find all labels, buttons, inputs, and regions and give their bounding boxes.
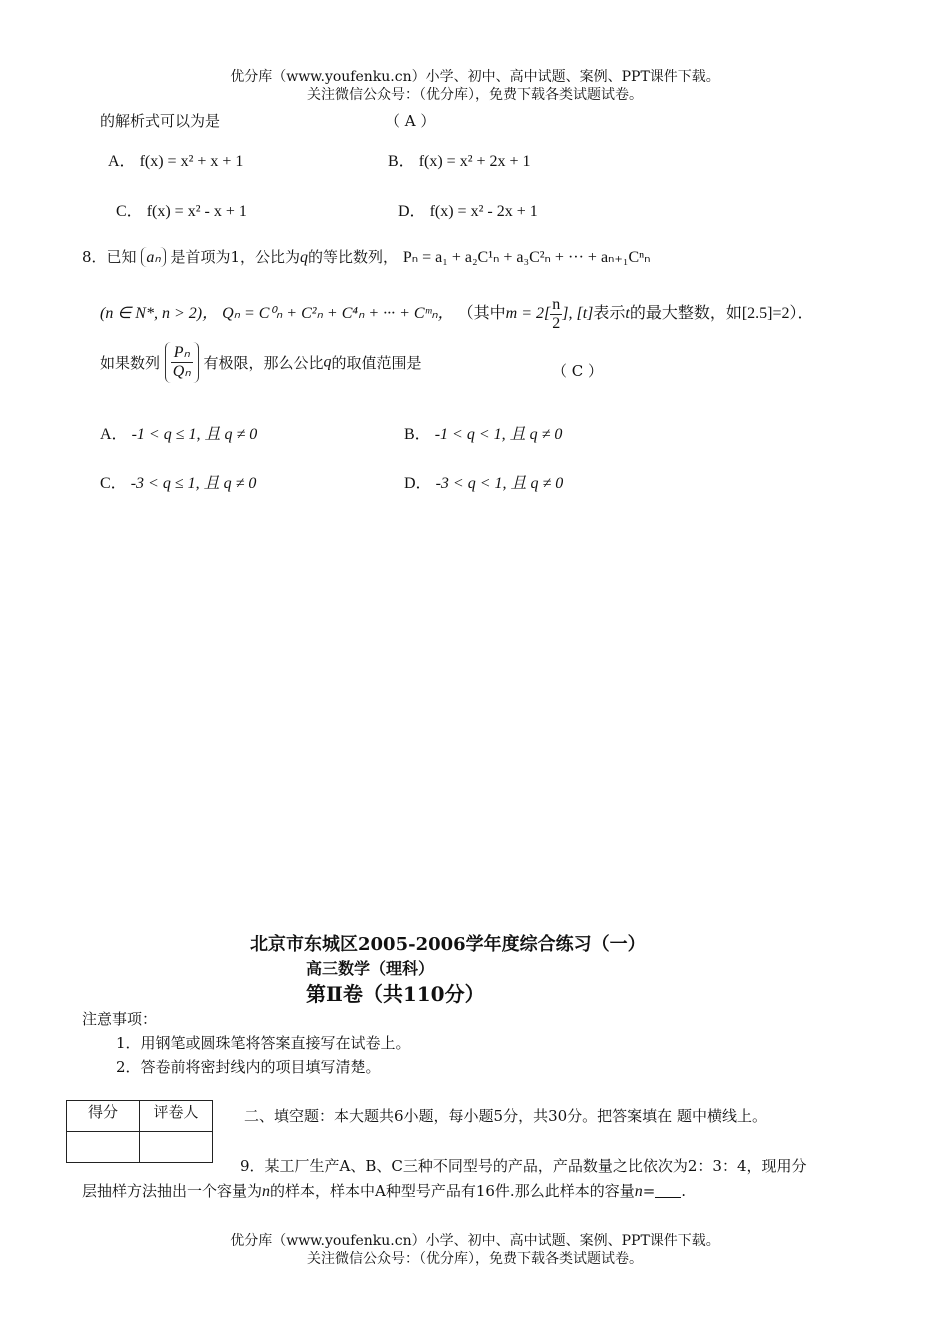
option-label: C． [116, 203, 143, 220]
grader-cell[interactable] [140, 1132, 213, 1163]
exam-part: 第Ⅱ卷（共110分） [306, 982, 485, 1006]
option-text: -1 < q ≤ 1, 且 q ≠ 0 [131, 426, 258, 443]
grader-header: 评卷人 [140, 1101, 213, 1132]
q-expression: Qₙ = C⁰ₙ + C²ₙ + C⁴ₙ + ··· + Cᵐₙ， [222, 305, 454, 323]
q7-option-c [116, 198, 247, 221]
option-label: B． [388, 153, 415, 170]
q8-option-b [404, 421, 562, 444]
q9-n-1: n [262, 1183, 271, 1200]
q8-line-2 [100, 296, 814, 333]
q7-option-a [108, 148, 243, 171]
floor-desc-2: 的最大整数，如[2.5]=2）． [629, 305, 814, 323]
n-over-2-fraction [550, 296, 562, 333]
pn: Pₙ [171, 344, 193, 363]
q9-text-a: 层抽样方法抽出一个容量为 [82, 1182, 263, 1200]
qn: Qₙ [172, 363, 191, 380]
q8-option-a [100, 421, 257, 444]
q8-range: 的取值范围是 [331, 354, 422, 372]
option-label: A． [100, 426, 128, 443]
q8-q: q [300, 249, 309, 266]
q9-line-1: 9．某工厂生产A、B、C三种不同型号的产品，产品数量之比依次为2：3：4，现用分 [240, 1157, 807, 1175]
q7-stem: 的解析式可以为是 [100, 112, 221, 130]
option-text: -3 < q ≤ 1, 且 q ≠ 0 [130, 475, 257, 492]
fraction-denominator: 2 [552, 315, 561, 332]
q9-n-2: n [634, 1183, 643, 1200]
header-line-1: 优分库（www.youfenku.cn）小学、初中、高中试题、案例、PPT课件下载。 [230, 69, 720, 85]
exam-title: 北京市东城区2005-2006学年度综合练习（一） [250, 934, 646, 955]
score-cell[interactable] [67, 1132, 140, 1163]
q8-where: （其中 [457, 305, 506, 323]
pn-over-qn [165, 342, 199, 383]
q8-desc1: 是首项为1，公比为 [170, 248, 301, 266]
q8-line-3 [100, 342, 422, 383]
q8-q-2: q [323, 353, 332, 371]
header-line-2: 关注微信公众号：（优分库），免费下载各类试题试卷。 [307, 87, 643, 103]
q8-limit: 有极限，那么公比 [203, 354, 324, 372]
q8-desc2: 的等比数列， [308, 248, 399, 266]
option-text: -1 < q < 1, 且 q ≠ 0 [434, 426, 563, 443]
q8-number: 8． [82, 248, 107, 266]
exam-subtitle: 高三数学（理科） [306, 959, 435, 978]
notes-item-1: 1．用钢笔或圆珠笔将答案直接写在试卷上。 [116, 1034, 411, 1052]
q7-answer: （ A ） [385, 112, 436, 130]
q8-answer: （ C ） [552, 362, 604, 380]
option-label: D． [398, 203, 426, 220]
option-label: C． [100, 475, 127, 492]
q8-if: 如果数列 [100, 354, 161, 372]
q9-answer-blank[interactable] [655, 1183, 681, 1198]
option-text: f(x) = x² + 2x + 1 [418, 153, 531, 170]
option-text: f(x) = x² + x + 1 [139, 153, 244, 170]
q8-known: 已知 [106, 248, 137, 266]
score-table [66, 1100, 213, 1163]
q9-line-2 [82, 1180, 686, 1201]
section-2-instructions: 二、填空题：本大题共6小题，每小题5分，共30分。把答案填在 题中横线上。 [244, 1107, 767, 1125]
sequence-a: aₙ [141, 247, 165, 267]
t-var: t [625, 305, 630, 323]
q9-equals: = [642, 1182, 656, 1200]
q8-condition: (n ∈ N*, n > 2)， [100, 305, 219, 323]
m-expression: m = 2[ [505, 305, 551, 323]
q7-option-b [388, 148, 531, 171]
footer-line-2: 关注微信公众号：（优分库），免费下载各类试题试卷。 [307, 1251, 643, 1267]
option-text: f(x) = x² - x + 1 [146, 203, 247, 220]
q9-text-b: 的样本，样本中A种型号产品有16件.那么此样本的容量 [270, 1182, 635, 1200]
footer-line-1: 优分库（www.youfenku.cn）小学、初中、高中试题、案例、PPT课件下载。 [230, 1233, 720, 1249]
q9-period: . [681, 1182, 687, 1200]
m-tail: ], [t] [562, 305, 594, 323]
notes-heading: 注意事项： [82, 1010, 158, 1028]
option-text: -3 < q < 1, 且 q ≠ 0 [435, 475, 564, 492]
q8-line-1 [82, 246, 651, 267]
floor-desc: 表示 [593, 305, 626, 323]
option-label: A． [108, 153, 136, 170]
option-label: D． [404, 475, 432, 492]
q7-option-d [398, 198, 538, 221]
fraction-numerator: n [552, 296, 561, 313]
q8-option-d [404, 470, 563, 493]
option-label: B． [404, 426, 431, 443]
q8-option-c [100, 470, 256, 493]
score-header: 得分 [67, 1101, 140, 1132]
option-text: f(x) = x² - 2x + 1 [429, 203, 538, 220]
p-expression: Pₙ = a₁ + a₂C¹ₙ + a₃C²ₙ + ··· + aₙ₊₁Cⁿₙ [402, 249, 651, 266]
notes-item-2: 2．答卷前将密封线内的项目填写清楚。 [116, 1058, 381, 1076]
